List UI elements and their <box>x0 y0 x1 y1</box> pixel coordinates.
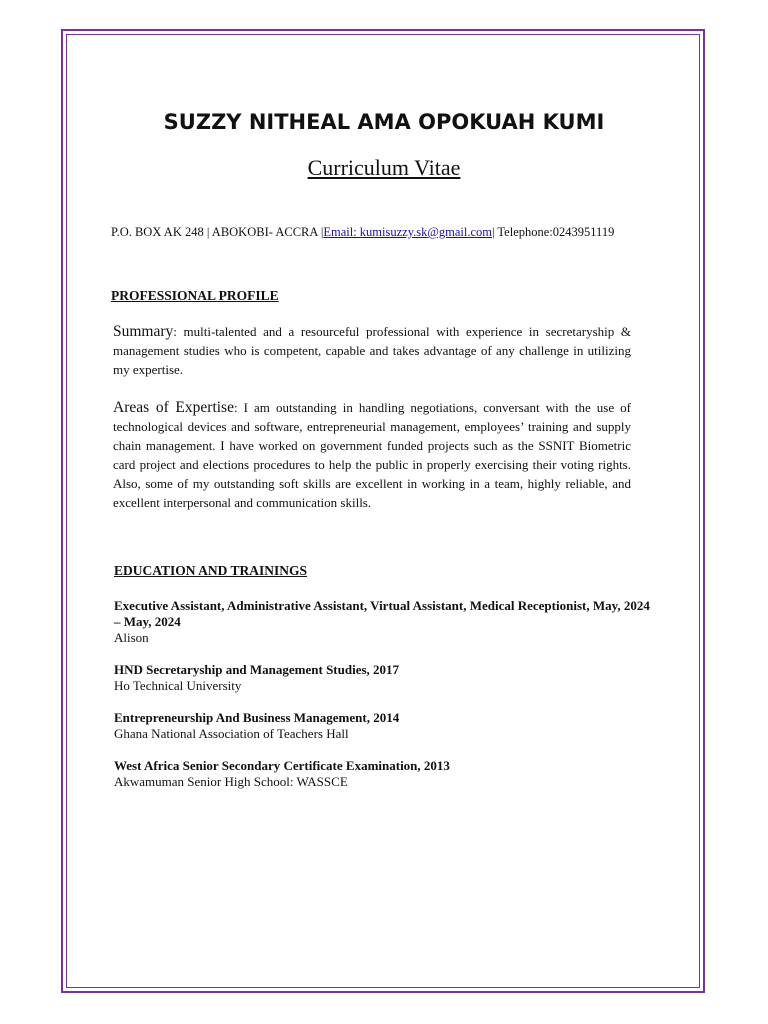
expertise-label: Areas of Expertise <box>113 399 234 416</box>
summary-text: : multi-talented and a resourceful professional with experience in secretaryship & management studies who is competent, capable and takes advantage of any challenge in utilizing my expertise. <box>113 324 631 377</box>
summary-label: Summary <box>113 323 174 340</box>
profile-heading: PROFESSIONAL PROFILE <box>111 288 279 303</box>
education-institution: Ho Technical University <box>114 678 242 693</box>
education-institution: Ghana National Association of Teachers Hall <box>114 726 349 741</box>
education-title: Entrepreneurship And Business Management, 2014 <box>114 710 400 725</box>
contact-telephone: | Telephone:0243951119 <box>492 225 615 239</box>
education-institution: Akwamuman Senior High School: WASSCE <box>114 774 348 789</box>
email-link[interactable]: Email: kumisuzzy.sk@gmail.com <box>323 225 493 239</box>
education-institution: Alison <box>114 630 149 645</box>
education-item <box>114 662 654 694</box>
candidate-name: SUZZY NITHEAL AMA OPOKUAH KUMI <box>163 110 605 134</box>
education-title: West Africa Senior Secondary Certificate Examination, 2013 <box>114 758 450 773</box>
contact-address: P.O. BOX AK 248 | ABOKOBI- ACCRA | <box>111 225 324 239</box>
education-title: Executive Assistant, Administrative Assistant, Virtual Assistant, Medical Receptionist, May, 2024 – May, 2024 <box>114 598 650 629</box>
summary-paragraph <box>113 322 631 379</box>
contact-line <box>111 225 614 240</box>
education-title: HND Secretaryship and Management Studies, 2017 <box>114 662 400 677</box>
education-item <box>114 758 654 790</box>
expertise-paragraph <box>113 398 631 512</box>
education-heading: EDUCATION AND TRAININGS <box>114 563 308 578</box>
education-item <box>114 598 654 646</box>
education-item <box>114 710 654 742</box>
expertise-text: : I am outstanding in handling negotiations, conversant with the use of technological devices and software, entrepreneurial management, employees’ training and supply chain management. I have worked on government funded projects such as the SSNIT Biometric card project and elections procedures to help the public in properly exercising their voting rights. Also, some of my outstanding soft skills are excellent in working in a team, highly reliable, and excellent interpersonal and communication skills. <box>113 400 631 510</box>
document-title: Curriculum Vitae <box>307 155 461 180</box>
